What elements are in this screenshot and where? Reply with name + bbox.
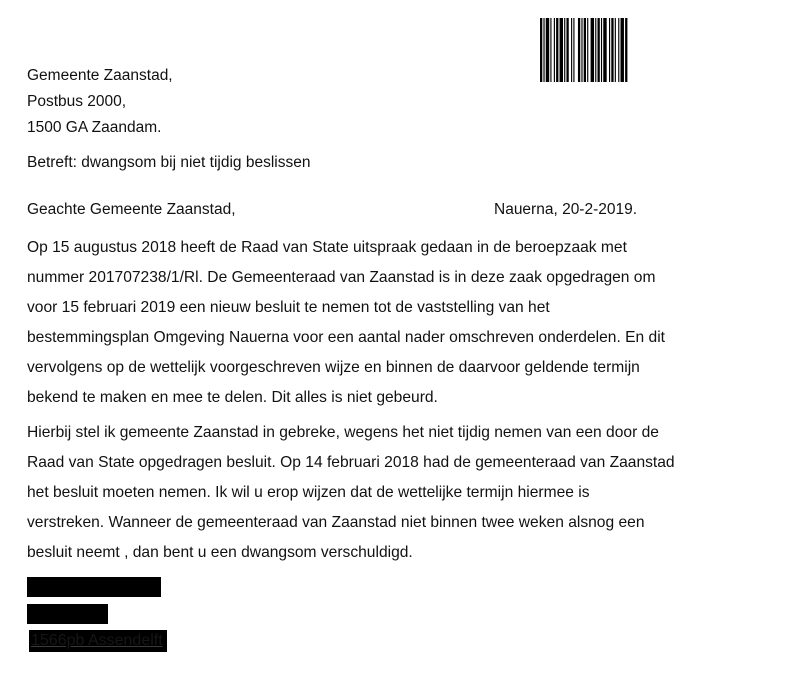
barcode-bar bbox=[603, 18, 606, 82]
barcode-bar bbox=[615, 18, 616, 82]
paragraph-line: het besluit moeten nemen. Ik wil u erop wijzen dat de wettelijke termijn hiermee is bbox=[27, 484, 590, 501]
barcode-bar bbox=[601, 18, 602, 82]
barcode-bar bbox=[540, 18, 542, 82]
place-date: Nauerna, 20-2-2019. bbox=[494, 201, 638, 218]
barcode-bar bbox=[543, 18, 544, 82]
barcode-bar bbox=[584, 18, 586, 82]
paragraph-line: bestemmingsplan Omgeving Nauerna voor een aantal nader omschreven onderdelen. En dit bbox=[27, 329, 665, 346]
barcode-bar bbox=[587, 18, 588, 82]
barcode-bar bbox=[609, 18, 610, 82]
paragraph-line: Raad van State opgedragen besluit. Op 14 februari 2018 had de gemeenteraad van Zaanstad bbox=[27, 454, 675, 471]
paragraph-line: Hierbij stel ik gemeente Zaanstad in gebreke, wegens het niet tijdig nemen van een door de bbox=[27, 424, 659, 441]
barcode-bar bbox=[621, 18, 624, 82]
subject-line: Betreft: dwangsom bij niet tijdig beslissen bbox=[27, 154, 311, 171]
barcode-bar bbox=[566, 18, 568, 82]
barcode-bar bbox=[581, 18, 582, 82]
barcode-bar bbox=[556, 18, 558, 82]
paragraph-line: besluit neemt , dan bent u een dwangsom verschuldigd. bbox=[27, 544, 413, 561]
paragraph-line: nummer 201707238/1/Rl. De Gemeenteraad van Zaanstad is in deze zaak opgedragen om bbox=[27, 269, 656, 286]
salutation: Geachte Gemeente Zaanstad, bbox=[27, 201, 236, 218]
redacted-sender-name bbox=[27, 577, 161, 597]
redacted-sender-street bbox=[27, 604, 108, 624]
barcode-bar bbox=[598, 18, 600, 82]
barcode-bar bbox=[573, 18, 574, 82]
barcode-bar bbox=[554, 18, 555, 82]
barcode-bar bbox=[591, 18, 594, 82]
paragraph-line: vervolgens op de wettelijk voorgeschreven wijze en binnen de daarvoor geldende termijn bbox=[27, 359, 640, 376]
barcode-bar bbox=[564, 18, 565, 82]
body-paragraph-2 bbox=[27, 418, 767, 568]
paragraph-line: bekend te maken en mee te delen. Dit alles is niet gebeurd. bbox=[27, 389, 438, 406]
sender-postcode-city: 1566pb Assendelft bbox=[29, 630, 167, 652]
barcode-bar bbox=[595, 18, 596, 82]
barcode-bar bbox=[571, 18, 572, 82]
paragraph-line: verstreken. Wanneer de gemeenteraad van Zaanstad niet binnen twee weken alsnog een bbox=[27, 514, 645, 531]
barcode-bar bbox=[618, 18, 619, 82]
barcode-bar bbox=[560, 18, 563, 82]
barcode-bar bbox=[578, 18, 580, 82]
recipient-postbox: Postbus 2000, bbox=[27, 93, 127, 110]
barcode-bar bbox=[550, 18, 551, 82]
paragraph-line: voor 15 februari 2019 een nieuw besluit te nemen tot de vaststelling van het bbox=[27, 299, 550, 316]
paragraph-line: Op 15 augustus 2018 heeft de Raad van State uitspraak gedaan in de beroepzaak met bbox=[27, 239, 627, 256]
barcode-bar bbox=[611, 18, 613, 82]
body-paragraph-1 bbox=[27, 233, 767, 413]
recipient-name: Gemeente Zaanstad, bbox=[27, 67, 173, 84]
recipient-postcode-city: 1500 GA Zaandam. bbox=[27, 119, 162, 136]
barcode-bar bbox=[625, 18, 627, 82]
barcode-bar bbox=[546, 18, 549, 82]
barcode bbox=[540, 18, 660, 82]
